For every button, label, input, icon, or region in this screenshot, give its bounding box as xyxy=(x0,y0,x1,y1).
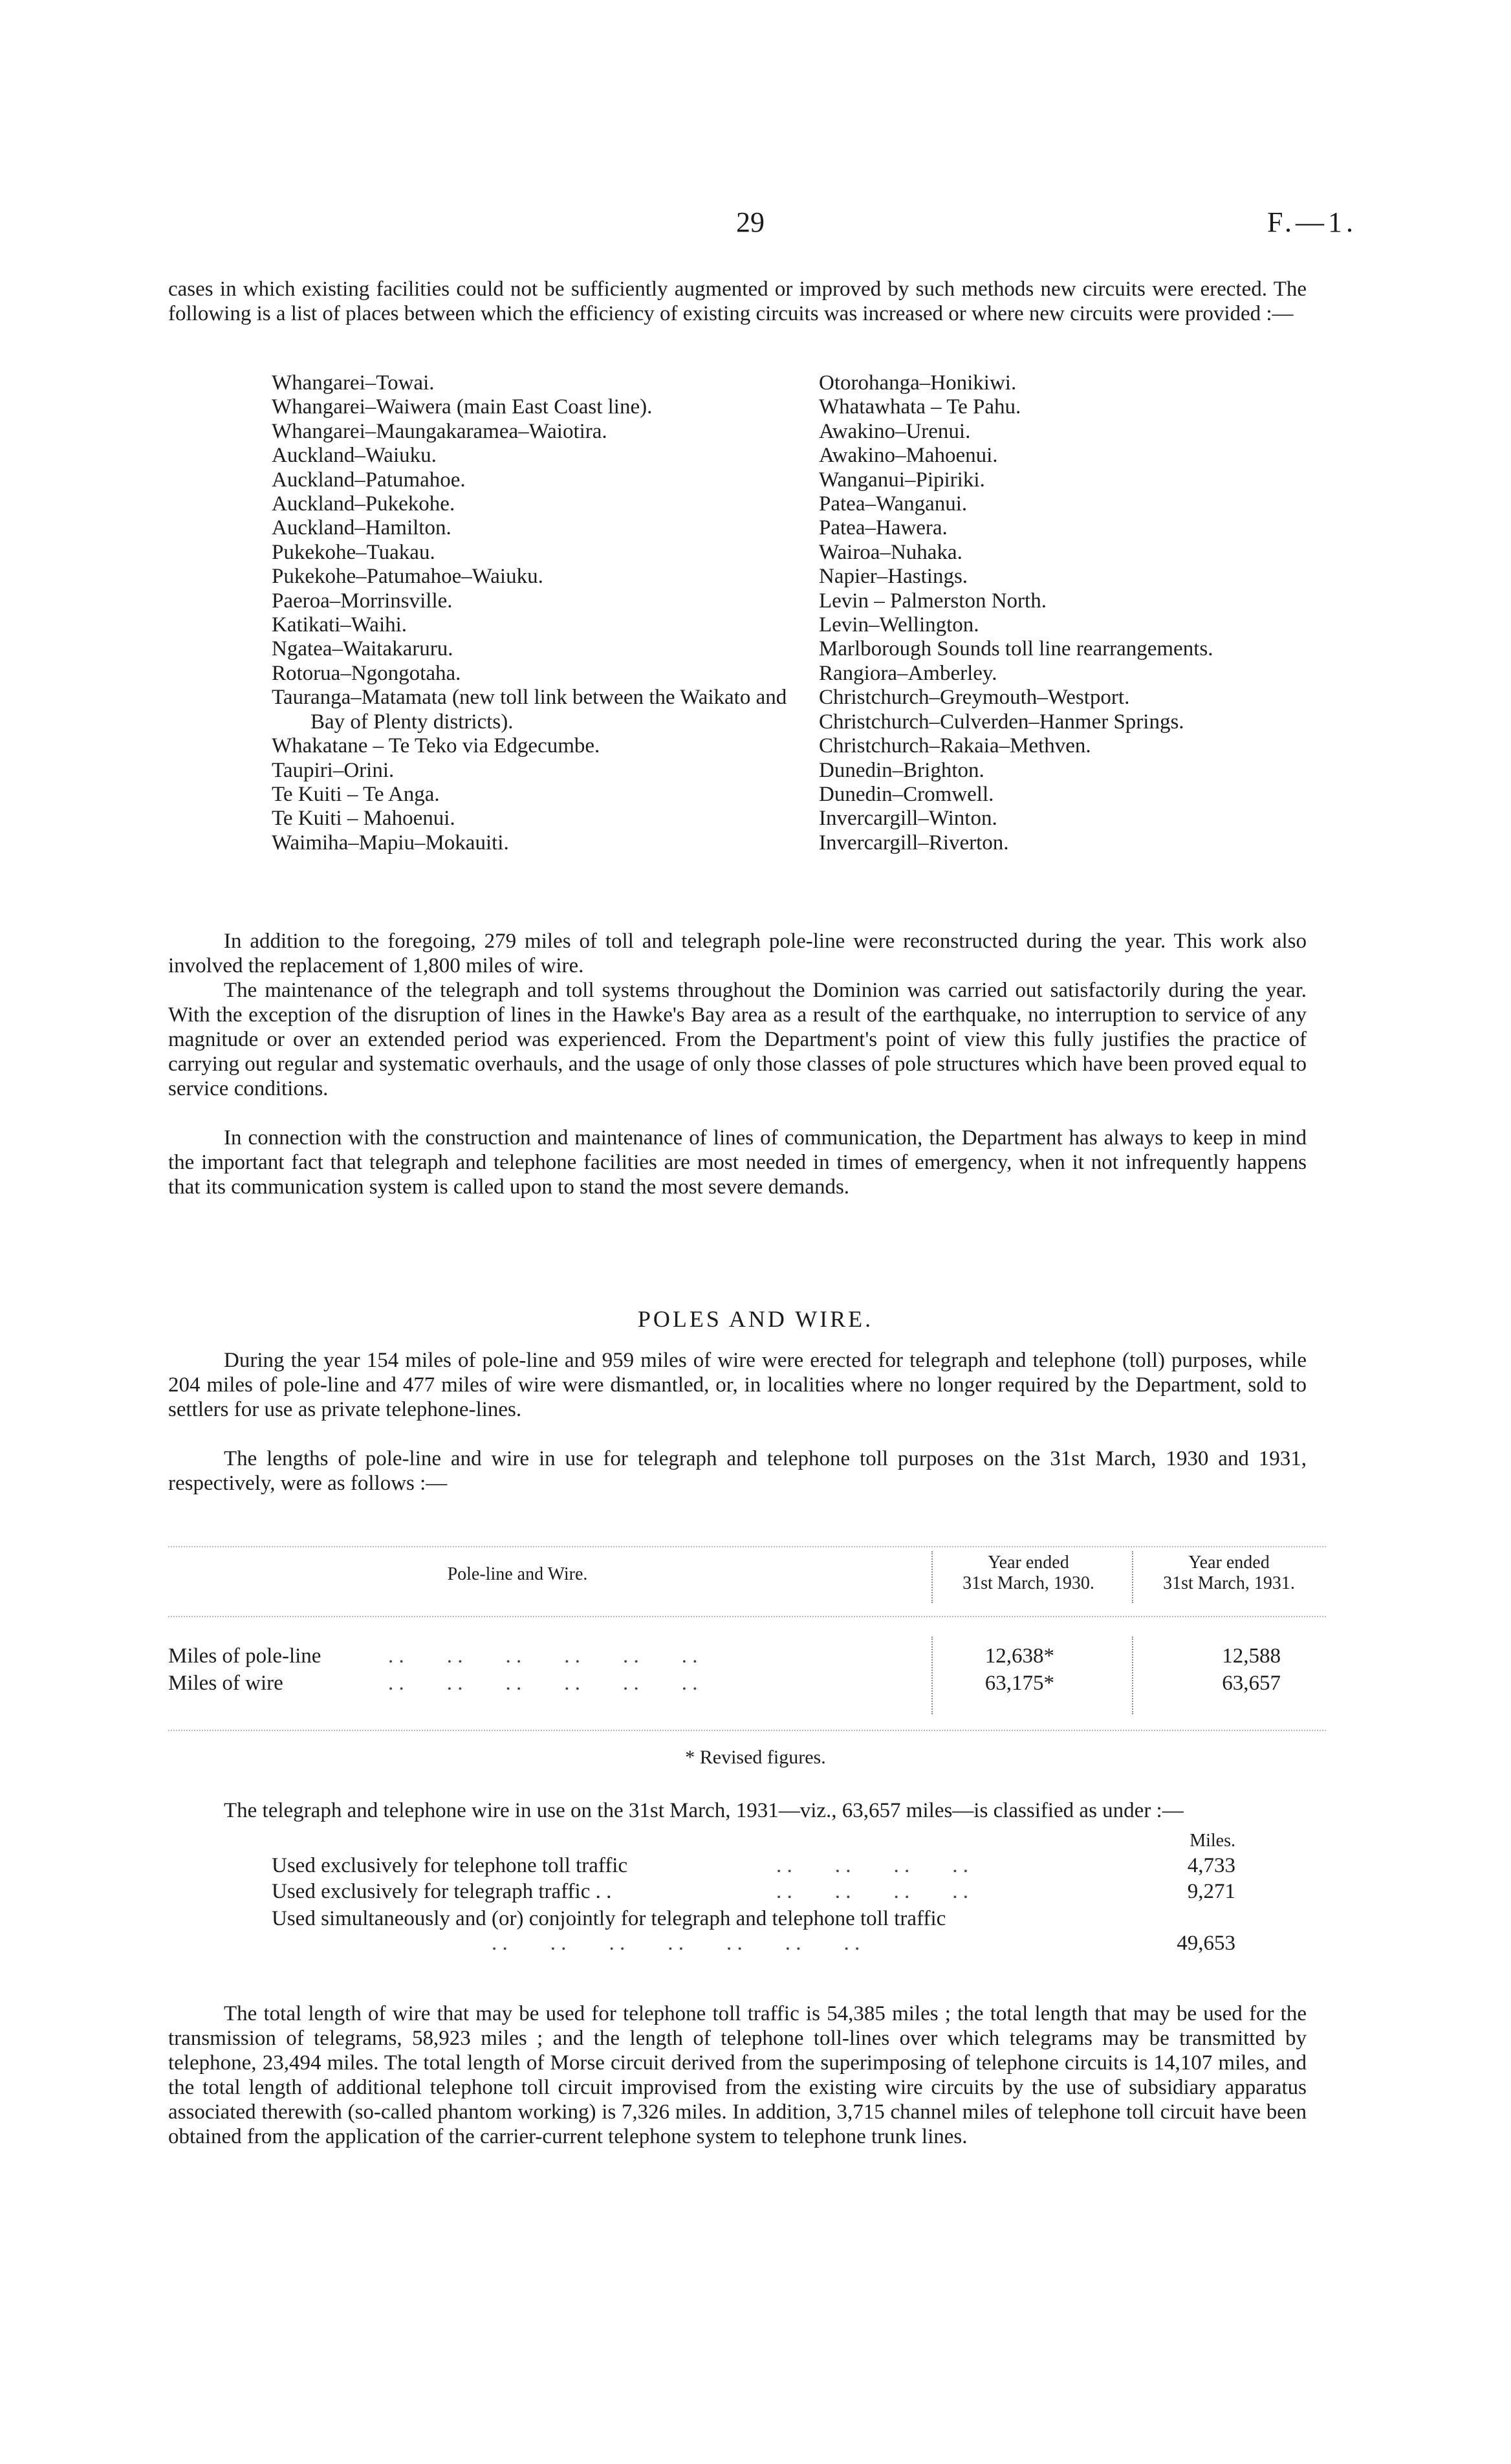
list-item: Wanganui–Pipiriki. xyxy=(819,468,985,492)
list-item: Awakino–Urenui. xyxy=(819,419,971,443)
value-1930: 63,175* xyxy=(984,1672,1054,1695)
list-item: Awakino–Mahoenui. xyxy=(819,444,998,468)
paragraph-lengths: The lengths of pole-line and wire in use for telegraph and telephone toll purposes on the 31st March, 1930 and 1931, respectively, were as follows :— xyxy=(168,1447,1307,1495)
list-item: Waimiha–Mapiu–Mokauiti. xyxy=(272,831,509,855)
list-item: Dunedin–Brighton. xyxy=(819,758,984,782)
table-header-label: Pole-line and Wire. xyxy=(447,1564,588,1584)
value-1930: 12,638* xyxy=(984,1644,1054,1668)
list-item: Levin–Wellington. xyxy=(819,613,979,637)
list-item: Whangarei–Maungakaramea–Waiotira. xyxy=(272,419,607,443)
item-label: Used exclusively for telegraph traffic . . xyxy=(272,1880,612,1903)
list-item: Wairoa–Nuhaka. xyxy=(819,540,962,564)
list-item: Patea–Hawera. xyxy=(819,516,948,540)
list-item: Whatawhata – Te Pahu. xyxy=(819,395,1021,419)
report-code: F.—1. xyxy=(1267,206,1357,238)
column-divider xyxy=(931,1551,933,1603)
list-item: Rotorua–Ngongotaha. xyxy=(272,661,461,685)
list-item xyxy=(272,1854,1235,1880)
list-item: Dunedin–Cromwell. xyxy=(819,782,994,806)
list-item: Te Kuiti – Mahoenui. xyxy=(272,807,455,831)
list-item xyxy=(272,1906,1235,1957)
classification-list xyxy=(272,1831,1235,1957)
leader-dots: . . . . . . . . . . . . xyxy=(388,1672,698,1695)
section-heading: POLES AND WIRE. xyxy=(637,1306,874,1332)
list-item: Invercargill–Winton. xyxy=(819,807,997,831)
column-divider xyxy=(1132,1551,1133,1603)
item-label: Used simultaneously and (or) conjointly for telegraph and telephone toll traffic xyxy=(272,1907,946,1930)
list-item: Whakatane – Te Teko via Edgecumbe. xyxy=(272,734,600,758)
paragraph-classification: The telegraph and telephone wire in use on the 31st March, 1931—viz., 63,657 miles—is classified as under :— xyxy=(224,1799,1184,1822)
leader-dots: . . . . . . . . . . . . xyxy=(388,1644,698,1668)
leader-dots: . . . . . . . . xyxy=(776,1854,968,1877)
intro-paragraph: cases in which existing facilities could not be sufficiently augmented or improved by such methods new circuits were erected. The following is a list of places between which the efficiency of existing circuits was increased or where new circuits were provided :— xyxy=(168,278,1307,325)
list-item: Auckland–Patumahoe. xyxy=(272,468,466,492)
table-footnote: * Revised figures. xyxy=(685,1747,826,1768)
paragraph-erected: During the year 154 miles of pole-line and 959 miles of wire were erected for telegraph and telephone (toll) purposes, while 204 miles of pole-line and 477 miles of wire were dismantled, or, in localities where no longer required by the Department, sold to settlers for use as private telephone-lines. xyxy=(168,1349,1307,1421)
column-divider xyxy=(931,1637,933,1714)
list-item: Whangarei–Waiwera (main East Coast line). xyxy=(272,395,653,419)
table-bottom-rule xyxy=(168,1730,1326,1731)
row-label: Miles of wire xyxy=(168,1672,283,1695)
table-header-1930: Year ended 31st March, 1930. xyxy=(962,1553,1094,1593)
list-item: Te Kuiti – Te Anga. xyxy=(272,782,440,806)
row-label: Miles of pole-line xyxy=(168,1644,321,1668)
list-item: Auckland–Waiuku. xyxy=(272,444,437,468)
table-row xyxy=(168,1644,1326,1670)
list-item: Otorohanga–Honikiwi. xyxy=(819,371,1017,395)
list-item: Ngatea–Waitakaruru. xyxy=(272,637,453,661)
item-label: Used exclusively for telephone toll traffic xyxy=(272,1854,628,1877)
list-item: Whangarei–Towai. xyxy=(272,371,435,395)
list-item: Katikati–Waihi. xyxy=(272,613,408,637)
list-item: Levin – Palmerston North. xyxy=(819,589,1047,613)
list-item: Invercargill–Riverton. xyxy=(819,831,1009,855)
page-number: 29 xyxy=(736,206,765,238)
poles-wire-table xyxy=(168,1546,1326,1753)
item-value: 49,653 xyxy=(1177,1932,1235,1955)
table-header-1931: Year ended 31st March, 1931. xyxy=(1163,1553,1295,1593)
list-item: Christchurch–Greymouth–Westport. xyxy=(819,686,1130,710)
item-value: 4,733 xyxy=(1187,1854,1235,1877)
list-item: Taupiri–Orini. xyxy=(272,758,395,782)
list-item: Patea–Wanganui. xyxy=(819,492,968,516)
list-item: Christchurch–Rakaia–Methven. xyxy=(819,734,1091,758)
table-top-rule xyxy=(168,1546,1326,1547)
list-item: Paeroa–Morrinsville. xyxy=(272,589,453,613)
column-divider xyxy=(1132,1637,1133,1714)
list-item: Auckland–Hamilton. xyxy=(272,516,451,540)
list-item: Pukekohe–Patumahoe–Waiuku. xyxy=(272,565,543,589)
list-item: Pukekohe–Tuakau. xyxy=(272,540,435,564)
miles-unit-label: Miles. xyxy=(1190,1831,1235,1851)
list-item: Christchurch–Culverden–Hanmer Springs. xyxy=(819,710,1184,734)
paragraph-emergency: In connection with the construction and maintenance of lines of communication, the Department has always to keep in mind the important fact that telegraph and telephone facilities are most needed in times of emergency, when it not infrequently happens that its communication system is called upon to stand the most severe demands. xyxy=(168,1126,1307,1199)
paragraph-totals: The total length of wire that may be used for telephone toll traffic is 54,385 miles ; the total length that may be used for the transmission of telegrams, 58,923 miles ; and the length of telephone toll-lines over which telegrams may be transmitted by telephone, 23,494 miles. The total length of Morse circuit derived from the superimposing of telephone circuits is 14,107 miles, and the total length of additional telephone toll circuit improvised from the existing wire circuits by the use of subsidiary apparatus associated therewith (so-called phantom working) is 7,326 miles. In addition, 3,715 channel miles of telephone toll circuit have been obtained from the application of the carrier-current telephone system to telephone trunk lines. xyxy=(168,2002,1307,2148)
list-item: Napier–Hastings. xyxy=(819,565,968,589)
item-value: 9,271 xyxy=(1187,1880,1235,1903)
paragraph-maintenance: The maintenance of the telegraph and toll systems throughout the Dominion was carried out satisfactorily during the year. With the exception of the disruption of lines in the Hawke's Bay area as a result of the earthquake, no interruption to service of any magnitude or over an extended period was experienced. From the Department's point of view this fully justifies the practice of carrying out regular and systematic overhauls, and the usage of only those classes of pole structures which have been proved equal to service conditions. xyxy=(168,979,1307,1100)
leader-dots: . . . . . . . . . . . . . . xyxy=(492,1932,860,1955)
paragraph-reconstruction: In addition to the foregoing, 279 miles of toll and telegraph pole-line were reconstructed during the year. This work also involved the replacement of 1,800 miles of wire. xyxy=(168,930,1307,977)
table-header-rule xyxy=(168,1616,1326,1617)
table-row xyxy=(168,1672,1326,1697)
list-item xyxy=(272,1880,1235,1906)
leader-dots: . . . . . . . . xyxy=(776,1880,968,1903)
places-list-right xyxy=(819,371,1213,855)
places-list-left xyxy=(272,371,815,855)
value-1931: 63,657 xyxy=(1222,1672,1281,1695)
list-item: Tauranga–Matamata (new toll link between the Waikato and Bay of Plenty districts). xyxy=(272,686,787,734)
list-item: Marlborough Sounds toll line rearrangements. xyxy=(819,637,1213,661)
list-item: Auckland–Pukekohe. xyxy=(272,492,455,516)
list-item: Rangiora–Amberley. xyxy=(819,661,997,685)
value-1931: 12,588 xyxy=(1222,1644,1281,1668)
